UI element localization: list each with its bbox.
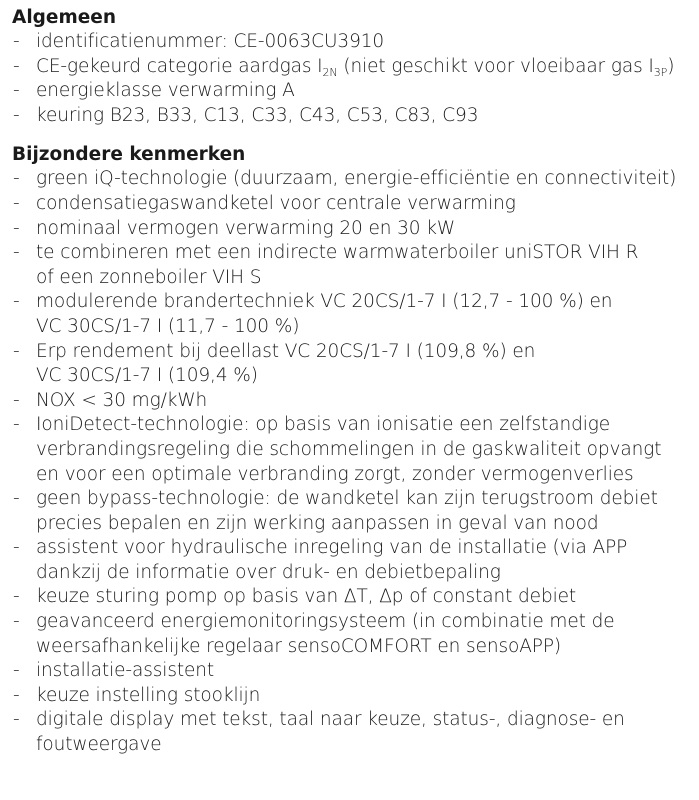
bullet-dash: - [13, 586, 20, 608]
list-item-line: keuze instelling stooklijn [36, 684, 261, 706]
section-title-general: Algemeen [12, 7, 116, 28]
bullet-dash: - [13, 660, 20, 682]
section-features [12, 143, 699, 757]
section-title-features: Bijzondere kenmerken [12, 144, 246, 166]
list-item [12, 55, 699, 80]
list-item [12, 192, 699, 217]
list-item [12, 241, 699, 290]
list-item-line: foutweergave [36, 734, 162, 756]
list-item-line: keuze sturing pomp op basis van ΔT, Δp of constant debiet [36, 586, 577, 608]
bullet-dash: - [13, 104, 20, 126]
list-item [12, 684, 699, 709]
list-item-line: en voor een optimale verbranding zorgt, zonder vermogenverlies [36, 463, 634, 485]
list-item-line: IoniDetect-technologie: op basis van ionisatie een zelfstandige [36, 414, 611, 436]
bullet-dash: - [13, 414, 20, 436]
list-item-line: NOX < 30 mg/kWh [36, 389, 208, 411]
section-general [12, 6, 699, 128]
bullet-dash: - [13, 31, 20, 52]
list-item-line: digitale display met tekst, taal naar keuze, status-, diagnose- en [36, 709, 625, 731]
list-item [12, 290, 699, 339]
list-item-line: condensatiegaswandketel voor centrale verwarming [36, 192, 516, 214]
list-item [12, 79, 699, 104]
list-item [12, 413, 699, 487]
bullet-dash: - [13, 537, 20, 559]
list-item [12, 104, 699, 129]
bullet-dash: - [13, 192, 20, 214]
subscript: 3P [653, 65, 668, 79]
bullet-dash: - [13, 55, 20, 77]
list-item-line: geen bypass-technologie: de wandketel kan zijn terugstroom debiet [36, 488, 658, 510]
features-list [12, 167, 699, 757]
list-item-line: dankzij de informatie over druk- en debietbepaling [36, 561, 501, 583]
bullet-dash: - [13, 611, 20, 633]
list-item-line: geavanceerd energiemonitoringsysteem (in combinatie met de [36, 611, 615, 633]
list-item-line: verbrandingsregeling die schommelingen in de gaskwaliteit opvangt [36, 438, 662, 460]
bullet-dash: - [13, 80, 20, 102]
list-item [12, 659, 699, 684]
list-item-line: CE-gekeurd categorie aardgas $I_{2N}$ (niet geschikt voor vloeibaar gas $I_{3P}$) [36, 55, 675, 79]
bullet-dash: - [13, 389, 20, 411]
bullet-dash: - [13, 168, 20, 190]
list-item [12, 708, 699, 757]
list-item-line: green iQ-technologie (duurzaam, energie-efficiëntie en connectiviteit) [36, 168, 677, 190]
general-list [12, 30, 699, 128]
list-item [12, 536, 699, 585]
list-item-line: precies bepalen en zijn werking aanpassen in geval van nood [36, 512, 599, 534]
list-item-line: identificatienummer: CE-0063CU3910 [36, 31, 385, 52]
list-item-line: VC 30CS/1-7 I (11,7 - 100 %) [36, 315, 300, 337]
bullet-dash: - [13, 217, 20, 239]
list-item-line: keuring B23, B33, C13, C33, C43, C53, C83, C93 [36, 104, 479, 126]
list-item-line: energieklasse verwarming A [36, 80, 295, 102]
list-item [12, 167, 699, 192]
bullet-dash: - [13, 291, 20, 313]
list-item [12, 487, 699, 536]
list-item [12, 30, 699, 55]
bullet-dash: - [13, 684, 20, 706]
list-item-line: modulerende brandertechniek VC 20CS/1-7 I (12,7 - 100 %) en [36, 291, 613, 313]
list-item-line: weersafhankelijke regelaar sensoCOMFORT en sensoAPP) [36, 635, 562, 657]
list-item [12, 585, 699, 610]
list-item-line: assistent voor hydraulische inregeling van de installatie (via APP [36, 537, 628, 559]
list-item-line: te combineren met een indirecte warmwaterboiler uniSTOR VIH R [36, 242, 639, 264]
list-item-line: VC 30CS/1-7 I (109,4 %) [36, 365, 258, 387]
subscript: 2N [322, 65, 338, 79]
list-item-line: installatie-assistent [36, 660, 215, 682]
list-item-line: nominaal vermogen verwarming 20 en 30 kW [36, 217, 456, 239]
bullet-dash: - [13, 340, 20, 362]
bullet-dash: - [13, 709, 20, 731]
list-item [12, 340, 699, 389]
list-item-line: Erp rendement bij deellast VC 20CS/1-7 I (109,8 %) en [36, 340, 536, 362]
bullet-dash: - [13, 242, 20, 264]
list-item [12, 217, 699, 242]
list-item [12, 610, 699, 659]
list-item-line: of een zonneboiler VIH S [36, 266, 262, 288]
bullet-dash: - [13, 488, 20, 510]
list-item [12, 389, 699, 414]
